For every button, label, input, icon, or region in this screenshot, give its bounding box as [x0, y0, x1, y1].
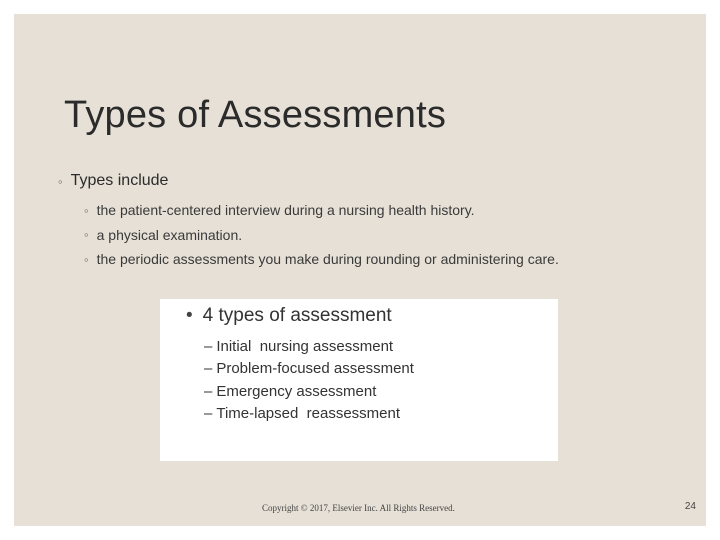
- list-item: [204, 403, 414, 426]
- dash-marker: –: [204, 360, 213, 378]
- list-item-text: Initial nursing assessment: [216, 337, 394, 355]
- dash-marker: –: [204, 405, 213, 423]
- inset-list: [204, 335, 414, 425]
- bullet-text: Types include: [70, 172, 169, 189]
- bullet-marker: ◦: [84, 227, 89, 243]
- list-item: [204, 335, 414, 358]
- list-item: [84, 198, 559, 223]
- dash-marker: –: [204, 382, 213, 400]
- inset-image-assessment-types: [160, 299, 558, 461]
- slide-title: Types of Assessments: [64, 94, 447, 136]
- page-number: 24: [684, 501, 696, 512]
- inset-heading-text: 4 types of assessment: [202, 305, 392, 326]
- copyright-footer: Copyright © 2017, Elsevier Inc. All Rights Reserved.: [262, 503, 455, 513]
- list-item-text: a physical examination.: [96, 226, 243, 243]
- list-item: [204, 380, 414, 403]
- list-item: [84, 223, 559, 248]
- bullet-marker: ◦: [58, 173, 63, 189]
- list-item-text: the patient-centered interview during a nursing health history.: [96, 202, 475, 219]
- bullet-types-include: [58, 172, 168, 190]
- list-item-text: Emergency assessment: [216, 382, 377, 400]
- list-item-text: the periodic assessments you make during rounding or administering care.: [96, 251, 559, 268]
- list-item-text: Time-lapsed reassessment: [216, 405, 401, 423]
- list-item: [84, 247, 559, 272]
- bullet-marker: ◦: [84, 202, 89, 218]
- dash-marker: –: [204, 337, 213, 355]
- sub-bullet-list: [84, 198, 559, 272]
- list-item: [204, 358, 414, 381]
- inset-heading: [186, 305, 392, 327]
- list-item-text: Problem-focused assessment: [216, 360, 414, 378]
- bullet-marker: •: [186, 305, 193, 326]
- bullet-marker: ◦: [84, 251, 89, 267]
- slide: [14, 14, 706, 526]
